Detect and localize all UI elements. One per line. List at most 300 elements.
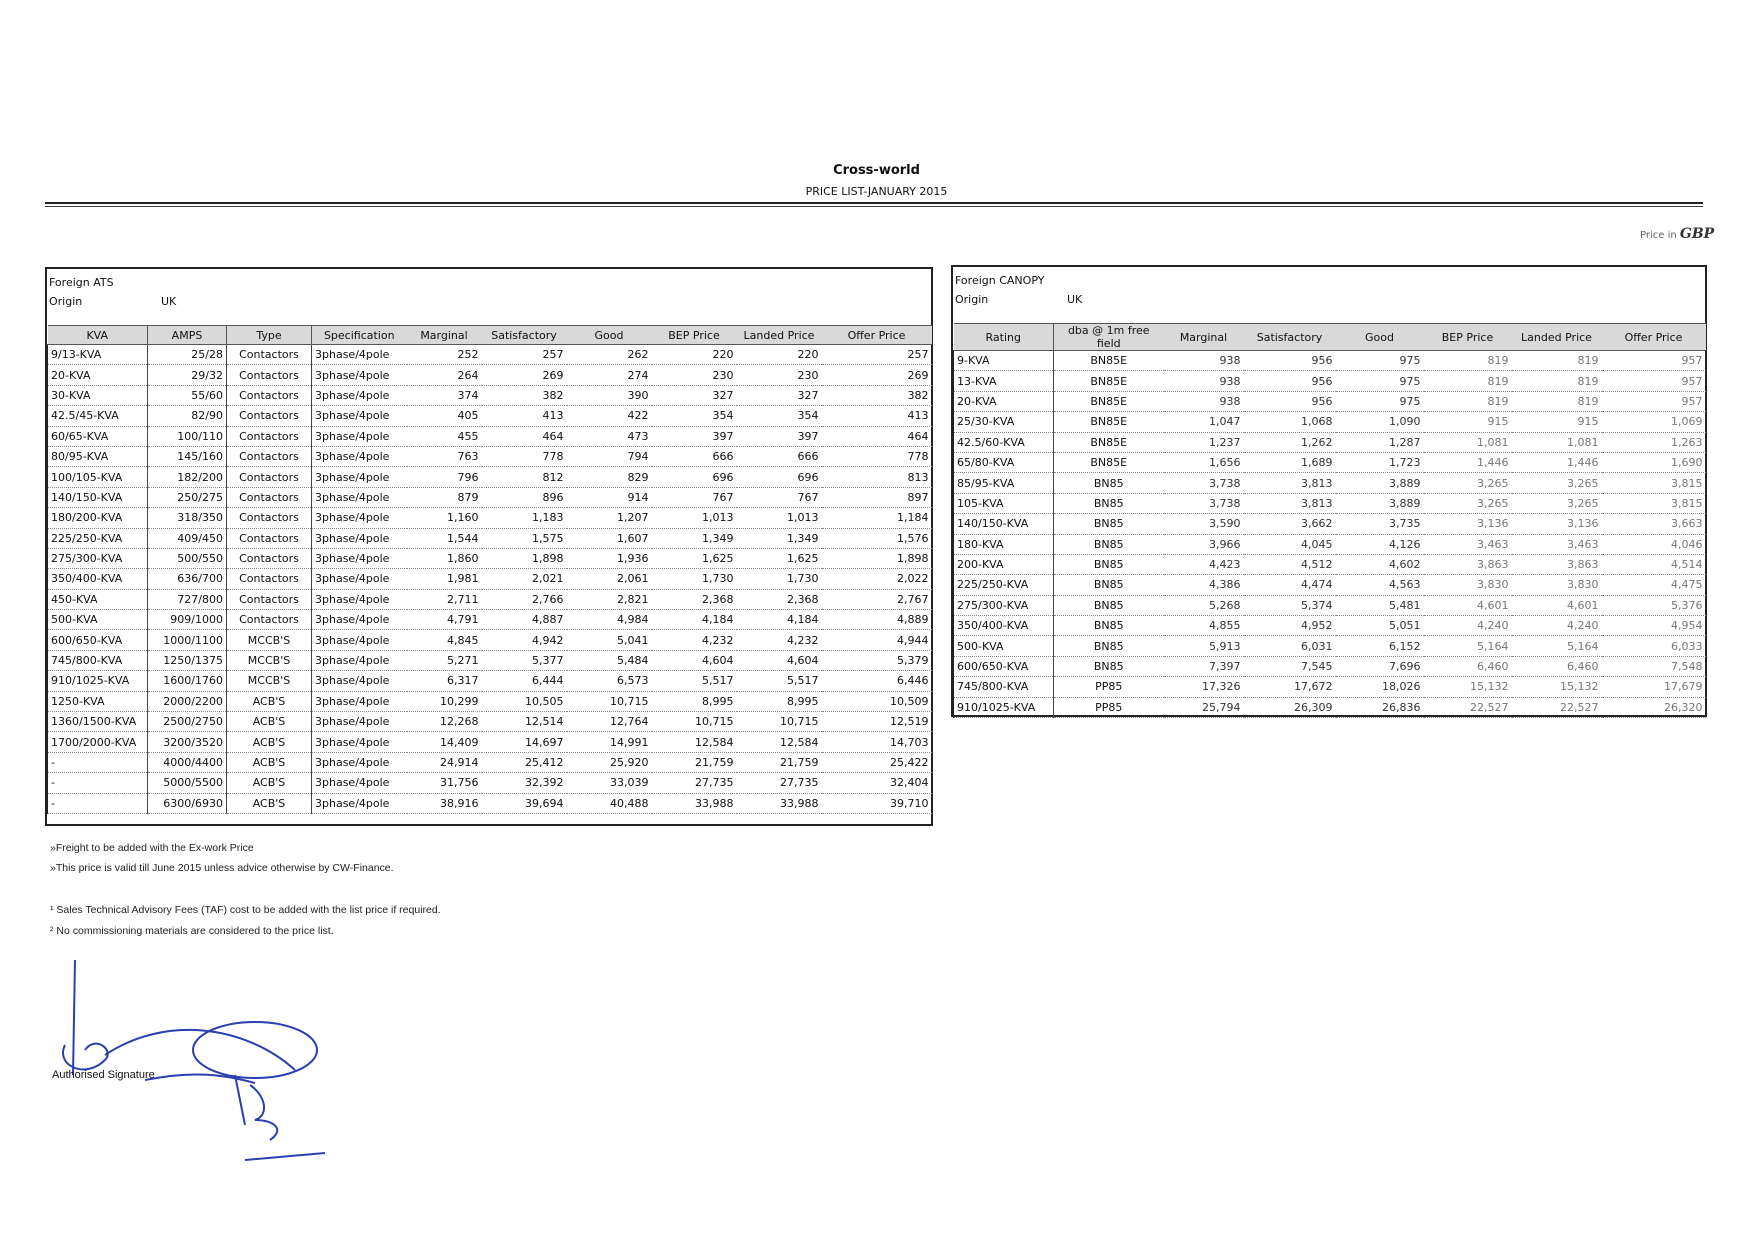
ats-table-row bbox=[48, 752, 932, 772]
canopy-cell: 105-KVA bbox=[954, 493, 1054, 513]
ats-cell: 796 bbox=[407, 467, 482, 487]
canopy-cell: 275/300-KVA bbox=[954, 595, 1054, 615]
price-currency-note bbox=[1640, 226, 1714, 242]
canopy-cell: 5,376 bbox=[1602, 595, 1706, 615]
canopy-cell: 600/650-KVA bbox=[954, 656, 1054, 676]
ats-cell: 745/800-KVA bbox=[48, 650, 148, 670]
ats-table-row bbox=[48, 426, 932, 446]
ats-origin-label: Origin bbox=[49, 295, 83, 308]
canopy-cell: 17,679 bbox=[1602, 677, 1706, 697]
ats-cell: 1,544 bbox=[407, 528, 482, 548]
ats-cell: 3phase/4pole bbox=[312, 752, 407, 772]
ats-cell: 500/550 bbox=[148, 548, 227, 568]
canopy-cell: 180-KVA bbox=[954, 534, 1054, 554]
ats-cell: 778 bbox=[822, 446, 932, 466]
canopy-cell: 4,954 bbox=[1602, 616, 1706, 636]
ats-cell: 696 bbox=[737, 467, 822, 487]
ats-cell: 4,604 bbox=[737, 650, 822, 670]
canopy-cell: 18,026 bbox=[1336, 677, 1424, 697]
ats-table-row bbox=[48, 487, 932, 507]
ats-cell: 2,767 bbox=[822, 589, 932, 609]
canopy-col-header: Offer Price bbox=[1602, 324, 1706, 351]
ats-table-row bbox=[48, 610, 932, 630]
ats-cell: 910/1025-KVA bbox=[48, 671, 148, 691]
canopy-cell: 956 bbox=[1244, 371, 1336, 391]
ats-cell: 727/800 bbox=[148, 589, 227, 609]
ats-col-header: AMPS bbox=[148, 326, 227, 345]
canopy-cell: 4,386 bbox=[1164, 575, 1244, 595]
canopy-cell: 1,081 bbox=[1424, 432, 1512, 452]
ats-cell: 909/1000 bbox=[148, 610, 227, 630]
ats-cell: 1700/2000-KVA bbox=[48, 732, 148, 752]
canopy-cell: 3,863 bbox=[1424, 554, 1512, 574]
canopy-cell: 938 bbox=[1164, 371, 1244, 391]
ats-table-row bbox=[48, 630, 932, 650]
canopy-price-table bbox=[953, 323, 1706, 718]
ats-cell: 1600/1760 bbox=[148, 671, 227, 691]
ats-col-header: KVA bbox=[48, 326, 148, 345]
ats-cell: 4,184 bbox=[737, 610, 822, 630]
ats-cell: 220 bbox=[652, 345, 737, 365]
ats-cell: 4,845 bbox=[407, 630, 482, 650]
canopy-cell: 4,240 bbox=[1424, 616, 1512, 636]
ats-cell: 220 bbox=[737, 345, 822, 365]
canopy-cell: 6,460 bbox=[1512, 656, 1602, 676]
ats-cell: 3phase/4pole bbox=[312, 691, 407, 711]
canopy-cell: 7,545 bbox=[1244, 656, 1336, 676]
canopy-cell: BN85E bbox=[1054, 351, 1164, 371]
ats-cell: 5,517 bbox=[652, 671, 737, 691]
canopy-cell: 350/400-KVA bbox=[954, 616, 1054, 636]
canopy-cell: 25/30-KVA bbox=[954, 412, 1054, 432]
canopy-cell: 975 bbox=[1336, 371, 1424, 391]
ats-cell: 3phase/4pole bbox=[312, 589, 407, 609]
canopy-cell: 3,863 bbox=[1512, 554, 1602, 574]
ats-cell: 27,735 bbox=[652, 773, 737, 793]
canopy-cell: BN85E bbox=[1054, 452, 1164, 472]
canopy-cell: 6,033 bbox=[1602, 636, 1706, 656]
ats-cell: 250/275 bbox=[148, 487, 227, 507]
ats-cell: 813 bbox=[822, 467, 932, 487]
ats-col-header: Landed Price bbox=[737, 326, 822, 345]
ats-cell: 33,988 bbox=[652, 793, 737, 813]
ats-cell: 666 bbox=[652, 446, 737, 466]
ats-cell: 269 bbox=[482, 365, 567, 385]
canopy-cell: 5,164 bbox=[1424, 636, 1512, 656]
ats-cell: 879 bbox=[407, 487, 482, 507]
ats-cell: 3200/3520 bbox=[148, 732, 227, 752]
ats-cell: 230 bbox=[737, 365, 822, 385]
canopy-cell: 5,913 bbox=[1164, 636, 1244, 656]
canopy-cell: BN85 bbox=[1054, 473, 1164, 493]
ats-cell: 257 bbox=[482, 345, 567, 365]
ats-table-row bbox=[48, 650, 932, 670]
ats-cell: 767 bbox=[652, 487, 737, 507]
canopy-table-row bbox=[954, 493, 1706, 513]
ats-cell: 14,409 bbox=[407, 732, 482, 752]
ats-cell: 24,914 bbox=[407, 752, 482, 772]
ats-table-row bbox=[48, 773, 932, 793]
ats-cell: Contactors bbox=[227, 446, 312, 466]
ats-cell: 6300/6930 bbox=[148, 793, 227, 813]
ats-col-header: Marginal bbox=[407, 326, 482, 345]
canopy-cell: 1,263 bbox=[1602, 432, 1706, 452]
canopy-cell: 4,512 bbox=[1244, 554, 1336, 574]
ats-col-header: BEP Price bbox=[652, 326, 737, 345]
ats-cell: 3phase/4pole bbox=[312, 712, 407, 732]
canopy-cell: BN85 bbox=[1054, 493, 1164, 513]
ats-cell: 264 bbox=[407, 365, 482, 385]
canopy-origin-value: UK bbox=[1067, 293, 1083, 306]
canopy-cell: 4,602 bbox=[1336, 554, 1424, 574]
ats-table-row bbox=[48, 691, 932, 711]
ats-cell: 269 bbox=[822, 365, 932, 385]
canopy-cell: 1,262 bbox=[1244, 432, 1336, 452]
ats-cell: 230 bbox=[652, 365, 737, 385]
canopy-cell: 85/95-KVA bbox=[954, 473, 1054, 493]
canopy-col-header: Rating bbox=[954, 324, 1054, 351]
canopy-cell: 4,514 bbox=[1602, 554, 1706, 574]
ats-cell: 1,898 bbox=[822, 548, 932, 568]
ats-table-row bbox=[48, 406, 932, 426]
ats-cell: Contactors bbox=[227, 426, 312, 446]
canopy-cell: 957 bbox=[1602, 391, 1706, 411]
ats-cell: 4000/4400 bbox=[148, 752, 227, 772]
canopy-cell: BN85 bbox=[1054, 595, 1164, 615]
canopy-cell: 3,738 bbox=[1164, 473, 1244, 493]
ats-cell: 3phase/4pole bbox=[312, 630, 407, 650]
ats-cell: Contactors bbox=[227, 589, 312, 609]
canopy-col-header: Satisfactory bbox=[1244, 324, 1336, 351]
canopy-table-row bbox=[954, 677, 1706, 697]
ats-cell: 464 bbox=[482, 426, 567, 446]
signature-scribble bbox=[45, 955, 335, 1165]
ats-cell: 4,984 bbox=[567, 610, 652, 630]
ats-col-header: Offer Price bbox=[822, 326, 932, 345]
canopy-table-row bbox=[954, 514, 1706, 534]
ats-cell: 409/450 bbox=[148, 528, 227, 548]
ats-cell: 12,514 bbox=[482, 712, 567, 732]
ats-cell: 31,756 bbox=[407, 773, 482, 793]
ats-cell: ACB'S bbox=[227, 773, 312, 793]
ats-cell: 374 bbox=[407, 385, 482, 405]
ats-table-row bbox=[48, 385, 932, 405]
ats-cell: 778 bbox=[482, 446, 567, 466]
ats-cell: 225/250-KVA bbox=[48, 528, 148, 548]
ats-cell: 354 bbox=[652, 406, 737, 426]
canopy-cell: 3,662 bbox=[1244, 514, 1336, 534]
ats-cell: 1250-KVA bbox=[48, 691, 148, 711]
ats-cell: 14,697 bbox=[482, 732, 567, 752]
ats-cell: 696 bbox=[652, 467, 737, 487]
company-title: Cross-world bbox=[833, 163, 920, 178]
canopy-table-row bbox=[954, 575, 1706, 595]
document-subtitle: PRICE LIST-JANUARY 2015 bbox=[805, 185, 948, 198]
canopy-cell: 3,830 bbox=[1424, 575, 1512, 595]
canopy-cell: 3,265 bbox=[1512, 493, 1602, 513]
canopy-cell: 15,132 bbox=[1512, 677, 1602, 697]
canopy-cell: 4,563 bbox=[1336, 575, 1424, 595]
ats-cell: - bbox=[48, 793, 148, 813]
canopy-cell: BN85 bbox=[1054, 616, 1164, 636]
canopy-table-row bbox=[954, 616, 1706, 636]
ats-cell: 3phase/4pole bbox=[312, 732, 407, 752]
ats-cell: 21,759 bbox=[652, 752, 737, 772]
canopy-meta bbox=[953, 267, 1705, 309]
ats-table-row bbox=[48, 508, 932, 528]
ats-cell: 100/105-KVA bbox=[48, 467, 148, 487]
canopy-cell: 5,481 bbox=[1336, 595, 1424, 615]
ats-cell: 397 bbox=[652, 426, 737, 446]
canopy-cell: 4,601 bbox=[1424, 595, 1512, 615]
ats-cell: 10,715 bbox=[737, 712, 822, 732]
ats-col-header: Specification bbox=[312, 326, 407, 345]
ats-cell: 3phase/4pole bbox=[312, 773, 407, 793]
canopy-table-row bbox=[954, 452, 1706, 472]
canopy-cell: 957 bbox=[1602, 371, 1706, 391]
canopy-cell: 1,287 bbox=[1336, 432, 1424, 452]
canopy-cell: PP85 bbox=[1054, 697, 1164, 717]
ats-cell: 100/110 bbox=[148, 426, 227, 446]
ats-cell: 3phase/4pole bbox=[312, 508, 407, 528]
ats-table-row bbox=[48, 467, 932, 487]
ats-cell: 2,022 bbox=[822, 569, 932, 589]
ats-cell: 2,766 bbox=[482, 589, 567, 609]
canopy-cell: 819 bbox=[1424, 391, 1512, 411]
ats-cell: 4,887 bbox=[482, 610, 567, 630]
canopy-cell: 3,663 bbox=[1602, 514, 1706, 534]
canopy-cell: 956 bbox=[1244, 351, 1336, 371]
ats-cell: 327 bbox=[652, 385, 737, 405]
canopy-cell: 3,265 bbox=[1424, 493, 1512, 513]
canopy-cell: 1,656 bbox=[1164, 452, 1244, 472]
canopy-cell: BN85 bbox=[1054, 656, 1164, 676]
ats-cell: Contactors bbox=[227, 487, 312, 507]
canopy-cell: 1,690 bbox=[1602, 452, 1706, 472]
canopy-cell: 819 bbox=[1424, 371, 1512, 391]
ats-cell: 4,232 bbox=[737, 630, 822, 650]
ats-cell: 354 bbox=[737, 406, 822, 426]
ats-col-header: Type bbox=[227, 326, 312, 345]
canopy-cell: 819 bbox=[1424, 351, 1512, 371]
ats-cell: 10,509 bbox=[822, 691, 932, 711]
ats-cell: 10,505 bbox=[482, 691, 567, 711]
canopy-cell: BN85E bbox=[1054, 412, 1164, 432]
canopy-table-row bbox=[954, 391, 1706, 411]
canopy-table-row bbox=[954, 697, 1706, 717]
ats-cell: 60/65-KVA bbox=[48, 426, 148, 446]
canopy-cell: 4,855 bbox=[1164, 616, 1244, 636]
ats-cell: Contactors bbox=[227, 406, 312, 426]
canopy-cell: 225/250-KVA bbox=[954, 575, 1054, 595]
canopy-cell: 938 bbox=[1164, 391, 1244, 411]
canopy-col-header: Marginal bbox=[1164, 324, 1244, 351]
ats-cell: 812 bbox=[482, 467, 567, 487]
canopy-cell: 819 bbox=[1512, 371, 1602, 391]
canopy-col-header: dba @ 1m free field bbox=[1054, 324, 1164, 351]
ats-cell: 794 bbox=[567, 446, 652, 466]
canopy-cell: 819 bbox=[1512, 351, 1602, 371]
ats-cell: 274 bbox=[567, 365, 652, 385]
ats-cell: MCCB'S bbox=[227, 671, 312, 691]
ats-table-row bbox=[48, 712, 932, 732]
note-validity: »This price is valid till June 2015 unless advice otherwise by CW-Finance. bbox=[50, 862, 394, 874]
canopy-cell: 4,046 bbox=[1602, 534, 1706, 554]
canopy-cell: 5,374 bbox=[1244, 595, 1336, 615]
canopy-cell: 3,735 bbox=[1336, 514, 1424, 534]
ats-cell: 12,764 bbox=[567, 712, 652, 732]
canopy-cell: 22,527 bbox=[1512, 697, 1602, 717]
canopy-cell: 3,830 bbox=[1512, 575, 1602, 595]
ats-cell: 1,625 bbox=[652, 548, 737, 568]
canopy-cell: 7,696 bbox=[1336, 656, 1424, 676]
note-freight: »Freight to be added with the Ex-work Price bbox=[50, 842, 254, 854]
ats-cell: 5,041 bbox=[567, 630, 652, 650]
ats-cell: 1,160 bbox=[407, 508, 482, 528]
ats-cell: 145/160 bbox=[148, 446, 227, 466]
canopy-cell: 3,136 bbox=[1424, 514, 1512, 534]
ats-cell: 2,821 bbox=[567, 589, 652, 609]
ats-cell: 4,942 bbox=[482, 630, 567, 650]
canopy-cell: 4,240 bbox=[1512, 616, 1602, 636]
ats-cell: 12,584 bbox=[652, 732, 737, 752]
canopy-cell: 7,548 bbox=[1602, 656, 1706, 676]
ats-table-row bbox=[48, 345, 932, 365]
canopy-cell: 3,813 bbox=[1244, 493, 1336, 513]
ats-table-row bbox=[48, 446, 932, 466]
canopy-cell: 25,794 bbox=[1164, 697, 1244, 717]
canopy-cell: 1,069 bbox=[1602, 412, 1706, 432]
ats-cell: 5,379 bbox=[822, 650, 932, 670]
ats-cell: 1,576 bbox=[822, 528, 932, 548]
ats-cell: 80/95-KVA bbox=[48, 446, 148, 466]
ats-cell: 3phase/4pole bbox=[312, 650, 407, 670]
ats-cell: 897 bbox=[822, 487, 932, 507]
ats-cell: 39,694 bbox=[482, 793, 567, 813]
canopy-cell: BN85 bbox=[1054, 636, 1164, 656]
ats-cell: 82/90 bbox=[148, 406, 227, 426]
canopy-cell: 915 bbox=[1424, 412, 1512, 432]
canopy-cell: 6,460 bbox=[1424, 656, 1512, 676]
canopy-cell: 1,090 bbox=[1336, 412, 1424, 432]
ats-cell: 10,299 bbox=[407, 691, 482, 711]
canopy-table-row bbox=[954, 595, 1706, 615]
canopy-cell: 26,836 bbox=[1336, 697, 1424, 717]
ats-cell: 14,703 bbox=[822, 732, 932, 752]
ats-cell: 350/400-KVA bbox=[48, 569, 148, 589]
ats-cell: ACB'S bbox=[227, 732, 312, 752]
ats-cell: 20-KVA bbox=[48, 365, 148, 385]
ats-cell: 450-KVA bbox=[48, 589, 148, 609]
canopy-table-row bbox=[954, 554, 1706, 574]
ats-cell: 5,377 bbox=[482, 650, 567, 670]
ats-cell: Contactors bbox=[227, 508, 312, 528]
canopy-table-row bbox=[954, 473, 1706, 493]
canopy-cell: 3,265 bbox=[1512, 473, 1602, 493]
header-rule bbox=[45, 202, 1703, 204]
ats-cell: 262 bbox=[567, 345, 652, 365]
ats-cell: 9/13-KVA bbox=[48, 345, 148, 365]
ats-cell: MCCB'S bbox=[227, 630, 312, 650]
ats-table-row bbox=[48, 732, 932, 752]
ats-cell: 5,484 bbox=[567, 650, 652, 670]
canopy-cell: BN85 bbox=[1054, 514, 1164, 534]
ats-col-header: Satisfactory bbox=[482, 326, 567, 345]
ats-cell: 829 bbox=[567, 467, 652, 487]
ats-cell: 413 bbox=[482, 406, 567, 426]
ats-cell: 636/700 bbox=[148, 569, 227, 589]
ats-cell: 6,573 bbox=[567, 671, 652, 691]
ats-cell: 1,898 bbox=[482, 548, 567, 568]
canopy-cell: 3,590 bbox=[1164, 514, 1244, 534]
ats-cell: 4,889 bbox=[822, 610, 932, 630]
canopy-cell: 5,051 bbox=[1336, 616, 1424, 636]
canopy-col-header: BEP Price bbox=[1424, 324, 1512, 351]
ats-cell: 2500/2750 bbox=[148, 712, 227, 732]
header-rule-thin bbox=[45, 206, 1703, 207]
ats-cell: 3phase/4pole bbox=[312, 671, 407, 691]
canopy-cell: 26,320 bbox=[1602, 697, 1706, 717]
canopy-cell: 975 bbox=[1336, 391, 1424, 411]
ats-table-row bbox=[48, 793, 932, 813]
ats-cell: 5,271 bbox=[407, 650, 482, 670]
ats-title: Foreign ATS bbox=[49, 276, 114, 289]
footnote-taf: ¹ Sales Technical Advisory Fees (TAF) cost to be added with the list price if required. bbox=[50, 904, 441, 916]
canopy-cell: 7,397 bbox=[1164, 656, 1244, 676]
ats-cell: 3phase/4pole bbox=[312, 569, 407, 589]
canopy-cell: 3,136 bbox=[1512, 514, 1602, 534]
ats-cell: 5,517 bbox=[737, 671, 822, 691]
canopy-cell: 26,309 bbox=[1244, 697, 1336, 717]
ats-cell: Contactors bbox=[227, 467, 312, 487]
ats-cell: 5000/5500 bbox=[148, 773, 227, 793]
canopy-cell: BN85 bbox=[1054, 575, 1164, 595]
canopy-cell: BN85 bbox=[1054, 534, 1164, 554]
ats-cell: 1,607 bbox=[567, 528, 652, 548]
canopy-title: Foreign CANOPY bbox=[955, 274, 1045, 287]
ats-cell: Contactors bbox=[227, 548, 312, 568]
ats-cell: 464 bbox=[822, 426, 932, 446]
ats-cell: 38,916 bbox=[407, 793, 482, 813]
canopy-cell: 140/150-KVA bbox=[954, 514, 1054, 534]
canopy-cell: 13-KVA bbox=[954, 371, 1054, 391]
price-in-label: Price in bbox=[1640, 230, 1677, 241]
ats-cell: 1,981 bbox=[407, 569, 482, 589]
ats-cell: 14,991 bbox=[567, 732, 652, 752]
ats-cell: 25,412 bbox=[482, 752, 567, 772]
ats-cell: 39,710 bbox=[822, 793, 932, 813]
ats-price-table bbox=[47, 325, 932, 814]
canopy-table-row bbox=[954, 432, 1706, 452]
ats-cell: 42.5/45-KVA bbox=[48, 406, 148, 426]
canopy-cell: 42.5/60-KVA bbox=[954, 432, 1054, 452]
ats-cell: 1,184 bbox=[822, 508, 932, 528]
canopy-cell: 3,813 bbox=[1244, 473, 1336, 493]
ats-cell: 33,039 bbox=[567, 773, 652, 793]
canopy-table-row bbox=[954, 412, 1706, 432]
ats-cell: ACB'S bbox=[227, 752, 312, 772]
canopy-cell: 9-KVA bbox=[954, 351, 1054, 371]
ats-cell: 4,791 bbox=[407, 610, 482, 630]
ats-cell: 180/200-KVA bbox=[48, 508, 148, 528]
ats-table-row bbox=[48, 548, 932, 568]
ats-cell: 6,446 bbox=[822, 671, 932, 691]
ats-cell: 27,735 bbox=[737, 773, 822, 793]
ats-cell: 12,268 bbox=[407, 712, 482, 732]
ats-cell: 413 bbox=[822, 406, 932, 426]
canopy-cell: 4,601 bbox=[1512, 595, 1602, 615]
ats-cell: 1,860 bbox=[407, 548, 482, 568]
